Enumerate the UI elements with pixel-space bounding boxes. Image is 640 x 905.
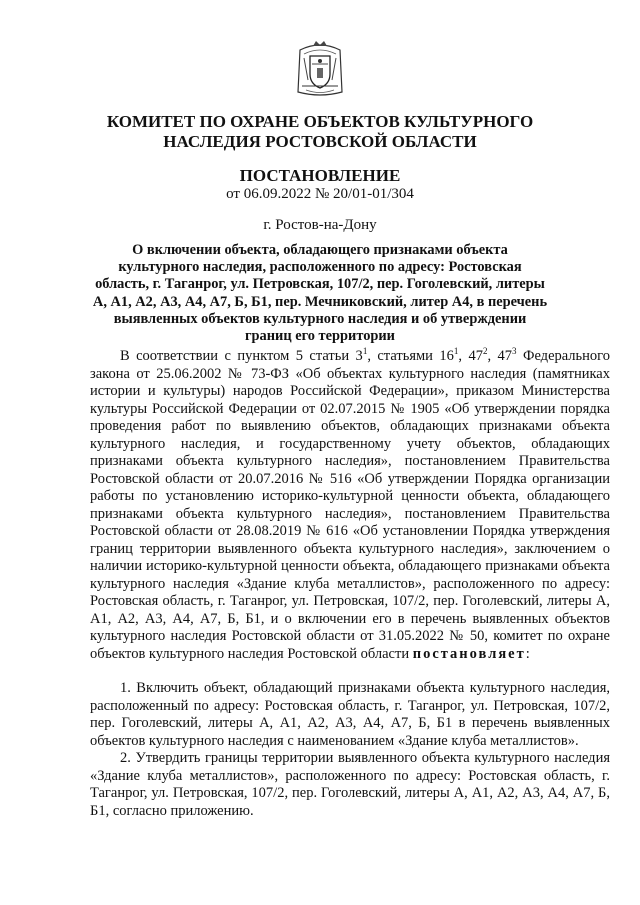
preamble-text-3: , 47 xyxy=(458,348,483,364)
preamble-paragraph xyxy=(90,348,610,663)
preamble-end: : xyxy=(525,645,530,662)
preamble-text-2: , статьями 16 xyxy=(367,348,454,364)
committee-name-line1: КОМИТЕТ ПО ОХРАНЕ ОБЪЕКТОВ КУЛЬТУРНОГО xyxy=(106,112,534,131)
document-city: г. Ростов-на-Дону xyxy=(263,217,377,233)
rostov-region-coat-of-arms-icon xyxy=(296,40,344,98)
superscript-1: 1 xyxy=(362,346,368,357)
preamble-text-5: Федерального закона от 25.06.2002 № 73-ФЗ «Об объектах культурного наследия (памятниках истории и культуры) народов Российской Федерации», приказом Министерства культуры Российской Федерации от 02.07.2015 № 1905 «Об утверждении порядка проведения работ по выявлению объектов, обладающих признаками объекта культурного наследия, и государственному учету объектов, обладающих признаками объекта культурного наследия», постановлением Правительства Ростовской области от 20.07.2016 № 516 «Об утверждении Порядка организации работы по установлению историко-культурной ценности объекта, обладающего признаками объекта культурного наследия», постановлением Правительства Ростовской области от 28.08.2019 № 616 «Об установлении Порядка утверждения границ территории выявленного объекта культурного наследия», заключением о наличии историко-культурной ценности объекта, обладающего признаками объекта культурного наследия «Здание клуба металлистов», расположенного по адресу: Ростовская область, г. Таганрог, ул. Петровская, 107/2, пер. Гоголевский, литеры А, А1, А2, А3, А4, А7, Б, Б1, и о включении его в перечень выявленных объектов культурного наследия Ростовской области от 31.05.2022 № 50, комитет по охране объектов культурного наследия Ростовской области xyxy=(90,348,611,662)
preamble-text-4: , 47 xyxy=(487,348,513,364)
preamble-text-1: В соответствии с пунктом 5 статьи 3 xyxy=(120,348,363,364)
committee-name-line2: НАСЛЕДИЯ РОСТОВСКОЙ ОБЛАСТИ xyxy=(163,132,477,151)
resolution-item-1: 1. Включить объект, обладающий признаками объекта культурного наследия, расположенный по адресу: Ростовская область, г. Таганрог, ул. Петровская, 107/2, пер. Гоголевский, литеры А, А1, А2, А3, А4, А7, Б, Б1 в перечень выявленных объектов культурного наследия с наименованием «Здание клуба металлистов». xyxy=(90,680,610,749)
superscript-4: 3 xyxy=(512,346,517,357)
superscript-2: 1 xyxy=(453,346,459,357)
resolution-keyword: постановляет xyxy=(412,645,526,662)
document-body xyxy=(90,348,610,820)
document-type: ПОСТАНОВЛЕНИЕ xyxy=(239,166,401,185)
document-subject: О включении объекта, обладающего признаками объекта культурного наследия, расположенного по адресу: Ростовская область, г. Таганрог, ул. Петровская, 107/2, пер. Гоголевский, литеры А, А1, А2, А3, А4, А7, Б, Б1, пер. Мечниковский, литер А4, в перечень выявленных объектов культурного наследия и об утверждении границ его территории xyxy=(92,242,548,345)
document-date-number: от 06.09.2022 № 20/01-01/304 xyxy=(226,186,414,202)
committee-name xyxy=(60,112,580,152)
resolution-item-2: 2. Утвердить границы территории выявленного объекта культурного наследия «Здание клуба металлистов», расположенного по адресу: Ростовская область, г. Таганрог, ул. Петровская, 107/2, пер. Гоголевский, литеры А, А1, А2, А3, А4, А7, Б, Б1, согласно приложению. xyxy=(90,750,610,819)
superscript-3: 2 xyxy=(482,346,488,357)
